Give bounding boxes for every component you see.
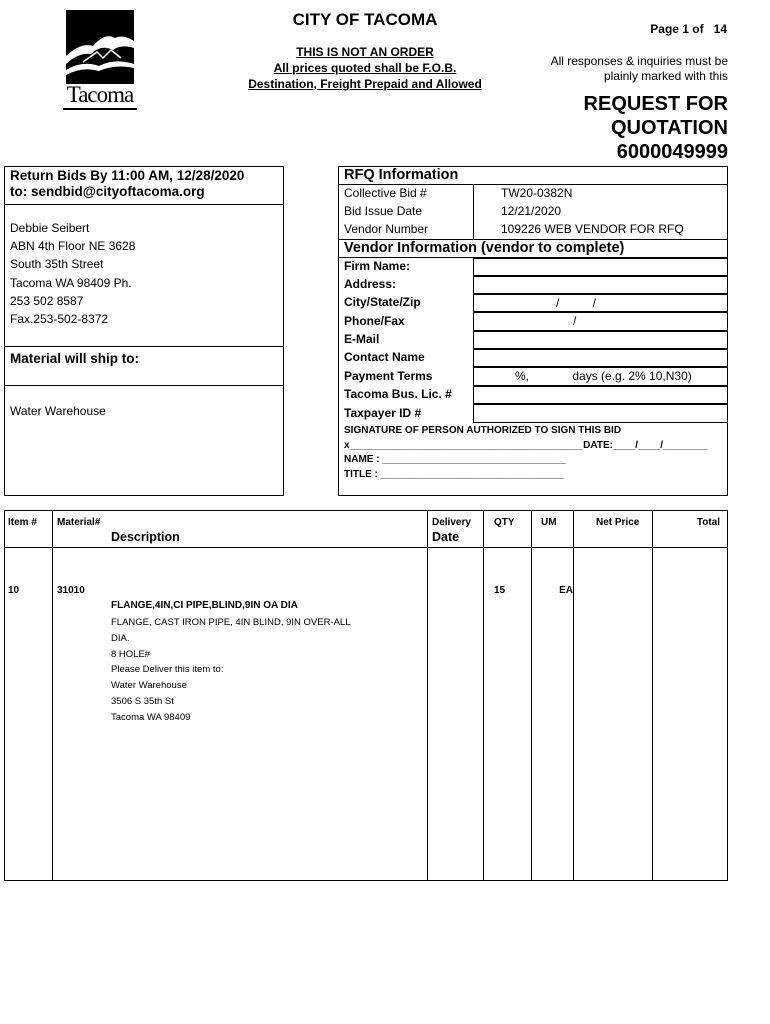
rfq-value-collective-bid: TW20-0382N: [501, 186, 573, 200]
bus-lic-input[interactable]: [473, 386, 728, 404]
ship-to-title: Material will ship to:: [10, 351, 140, 366]
column-divider: [483, 510, 484, 881]
contact-line: Tacoma WA 98409 Ph.: [10, 275, 132, 290]
vendor-label-address: Address:: [344, 277, 397, 291]
header-delivery: Delivery: [432, 517, 471, 528]
page-indicator: [600, 22, 727, 36]
contact-line: 253 502 8587: [10, 293, 84, 308]
vendor-label-taxpayer-id: Taxpayer ID #: [344, 406, 422, 420]
description-line: FLANGE, CAST IRON PIPE, 4IN BLIND, 9IN OVER-ALL: [111, 617, 351, 628]
divider: [338, 184, 728, 185]
rfq-value-issue-date: 12/21/2020: [501, 204, 562, 218]
header-description: Description: [111, 530, 180, 544]
vendor-info-title: Vendor Information (vendor to complete): [344, 240, 625, 256]
rfq-label-issue-date: Bid Issue Date: [344, 204, 423, 218]
contact-line: South 35th Street: [10, 257, 104, 272]
contact-name-input[interactable]: [473, 349, 728, 367]
vendor-label-city-state-zip: City/State/Zip: [344, 295, 421, 309]
header-date: Date: [432, 530, 460, 544]
vendor-label-contact-name: Contact Name: [344, 350, 425, 364]
city-state-zip-input[interactable]: [473, 294, 728, 312]
taxpayer-id-input[interactable]: [473, 404, 728, 423]
divider: [4, 385, 284, 386]
divider: [473, 184, 474, 239]
header-qty: QTY: [494, 517, 515, 528]
signature-name-line[interactable]: NAME : _________________________________: [344, 454, 566, 465]
return-bids-line-2: to: sendbid@cityoftacoma.org: [10, 184, 205, 199]
signature-title: SIGNATURE OF PERSON AUTHORIZED TO SIGN THIS BID: [344, 425, 622, 436]
header-material: Material#: [57, 517, 101, 528]
table-header-divider: [4, 547, 728, 548]
row-description: [111, 615, 351, 726]
vendor-label-firm-name: Firm Name:: [344, 259, 411, 273]
vendor-label-phone-fax: Phone/Fax: [344, 314, 405, 328]
vendor-label-payment-terms: Payment Terms: [344, 369, 433, 383]
city-state-zip-separators: / /: [556, 296, 597, 310]
contact-line: Fax.253-502-8372: [10, 312, 109, 327]
contact-block: [10, 219, 135, 328]
notice-line-1: THIS IS NOT AN ORDER: [296, 45, 434, 59]
description-line: Please Deliver this item to:: [111, 664, 224, 676]
inquiry-line-2: plainly marked with this: [603, 69, 728, 83]
rfq-info-title: RFQ Information: [344, 167, 459, 183]
signature-line[interactable]: x__________________________________________DATE:____/____/________: [344, 440, 708, 451]
page-total: 14: [713, 22, 727, 36]
contact-line: Debbie Seibert: [10, 221, 90, 235]
description-line: DIA.: [111, 632, 130, 644]
notice-line-2: All prices quoted shall be F.O.B.: [273, 61, 457, 75]
phone-fax-separator: /: [573, 314, 577, 328]
payment-terms-hint: %, days (e.g. 2% 10,N30): [515, 369, 692, 383]
rfq-value-vendor-number: 109226 WEB VENDOR FOR RFQ: [501, 222, 684, 236]
column-divider: [573, 510, 574, 881]
city-logo-mountain-icon: [63, 8, 137, 88]
description-line: 3506 S 35th St: [111, 695, 174, 707]
column-divider: [52, 510, 53, 881]
email-input[interactable]: [473, 331, 728, 349]
row-qty: 15: [494, 585, 506, 596]
ship-to-location: Water Warehouse: [10, 404, 106, 418]
city-logo: [63, 8, 137, 113]
signature-title-line[interactable]: TITLE : _________________________________: [344, 469, 565, 480]
description-line: Tacoma WA 98409: [111, 711, 191, 723]
city-title: CITY OF TACOMA: [292, 10, 438, 29]
column-divider: [427, 510, 428, 881]
contact-line: ABN 4th Floor NE 3628: [10, 239, 136, 254]
phone-fax-input[interactable]: [473, 312, 728, 331]
row-description-title: FLANGE,4IN,CI PIPE,BLIND,9IN OA DIA: [111, 600, 298, 611]
row-item: 10: [8, 585, 20, 596]
description-line: 8 HOLE#: [111, 648, 151, 660]
inquiry-line-1: All responses & inquiries must be: [550, 54, 728, 68]
header-total: Total: [696, 517, 720, 528]
row-net-price-input[interactable]: [574, 580, 651, 602]
address-input[interactable]: [473, 276, 728, 294]
row-material: 31010: [57, 585, 85, 596]
return-bids-line-1: Return Bids By 11:00 AM, 12/28/2020: [10, 168, 245, 183]
header-um: UM: [541, 517, 557, 528]
row-total-input[interactable]: [653, 580, 727, 602]
divider: [4, 204, 284, 205]
left-panel: [4, 166, 284, 496]
rfq-title-1: REQUEST FOR: [583, 93, 728, 115]
row-um: EA: [559, 585, 573, 596]
vendor-label-bus-lic: Tacoma Bus. Lic. #: [344, 387, 452, 401]
vendor-label-email: E-Mail: [344, 332, 380, 346]
description-line: Water Warehouse: [111, 680, 187, 692]
rfq-title-2: QUOTATION: [610, 117, 728, 139]
rfq-label-vendor-number: Vendor Number: [344, 222, 429, 236]
column-divider: [652, 510, 653, 881]
header-net-price: Net Price: [596, 517, 640, 528]
city-logo-text: Tacoma: [63, 82, 137, 110]
notice-line-3: Destination, Freight Prepaid and Allowed: [248, 77, 482, 91]
header-item: Item #: [8, 517, 37, 528]
rfq-number: 6000049999: [616, 141, 728, 163]
divider: [4, 346, 284, 347]
firm-name-input[interactable]: [473, 258, 728, 276]
page-label: Page 1 of: [650, 22, 704, 36]
rfq-label-collective-bid: Collective Bid #: [344, 186, 427, 200]
column-divider: [531, 510, 532, 881]
